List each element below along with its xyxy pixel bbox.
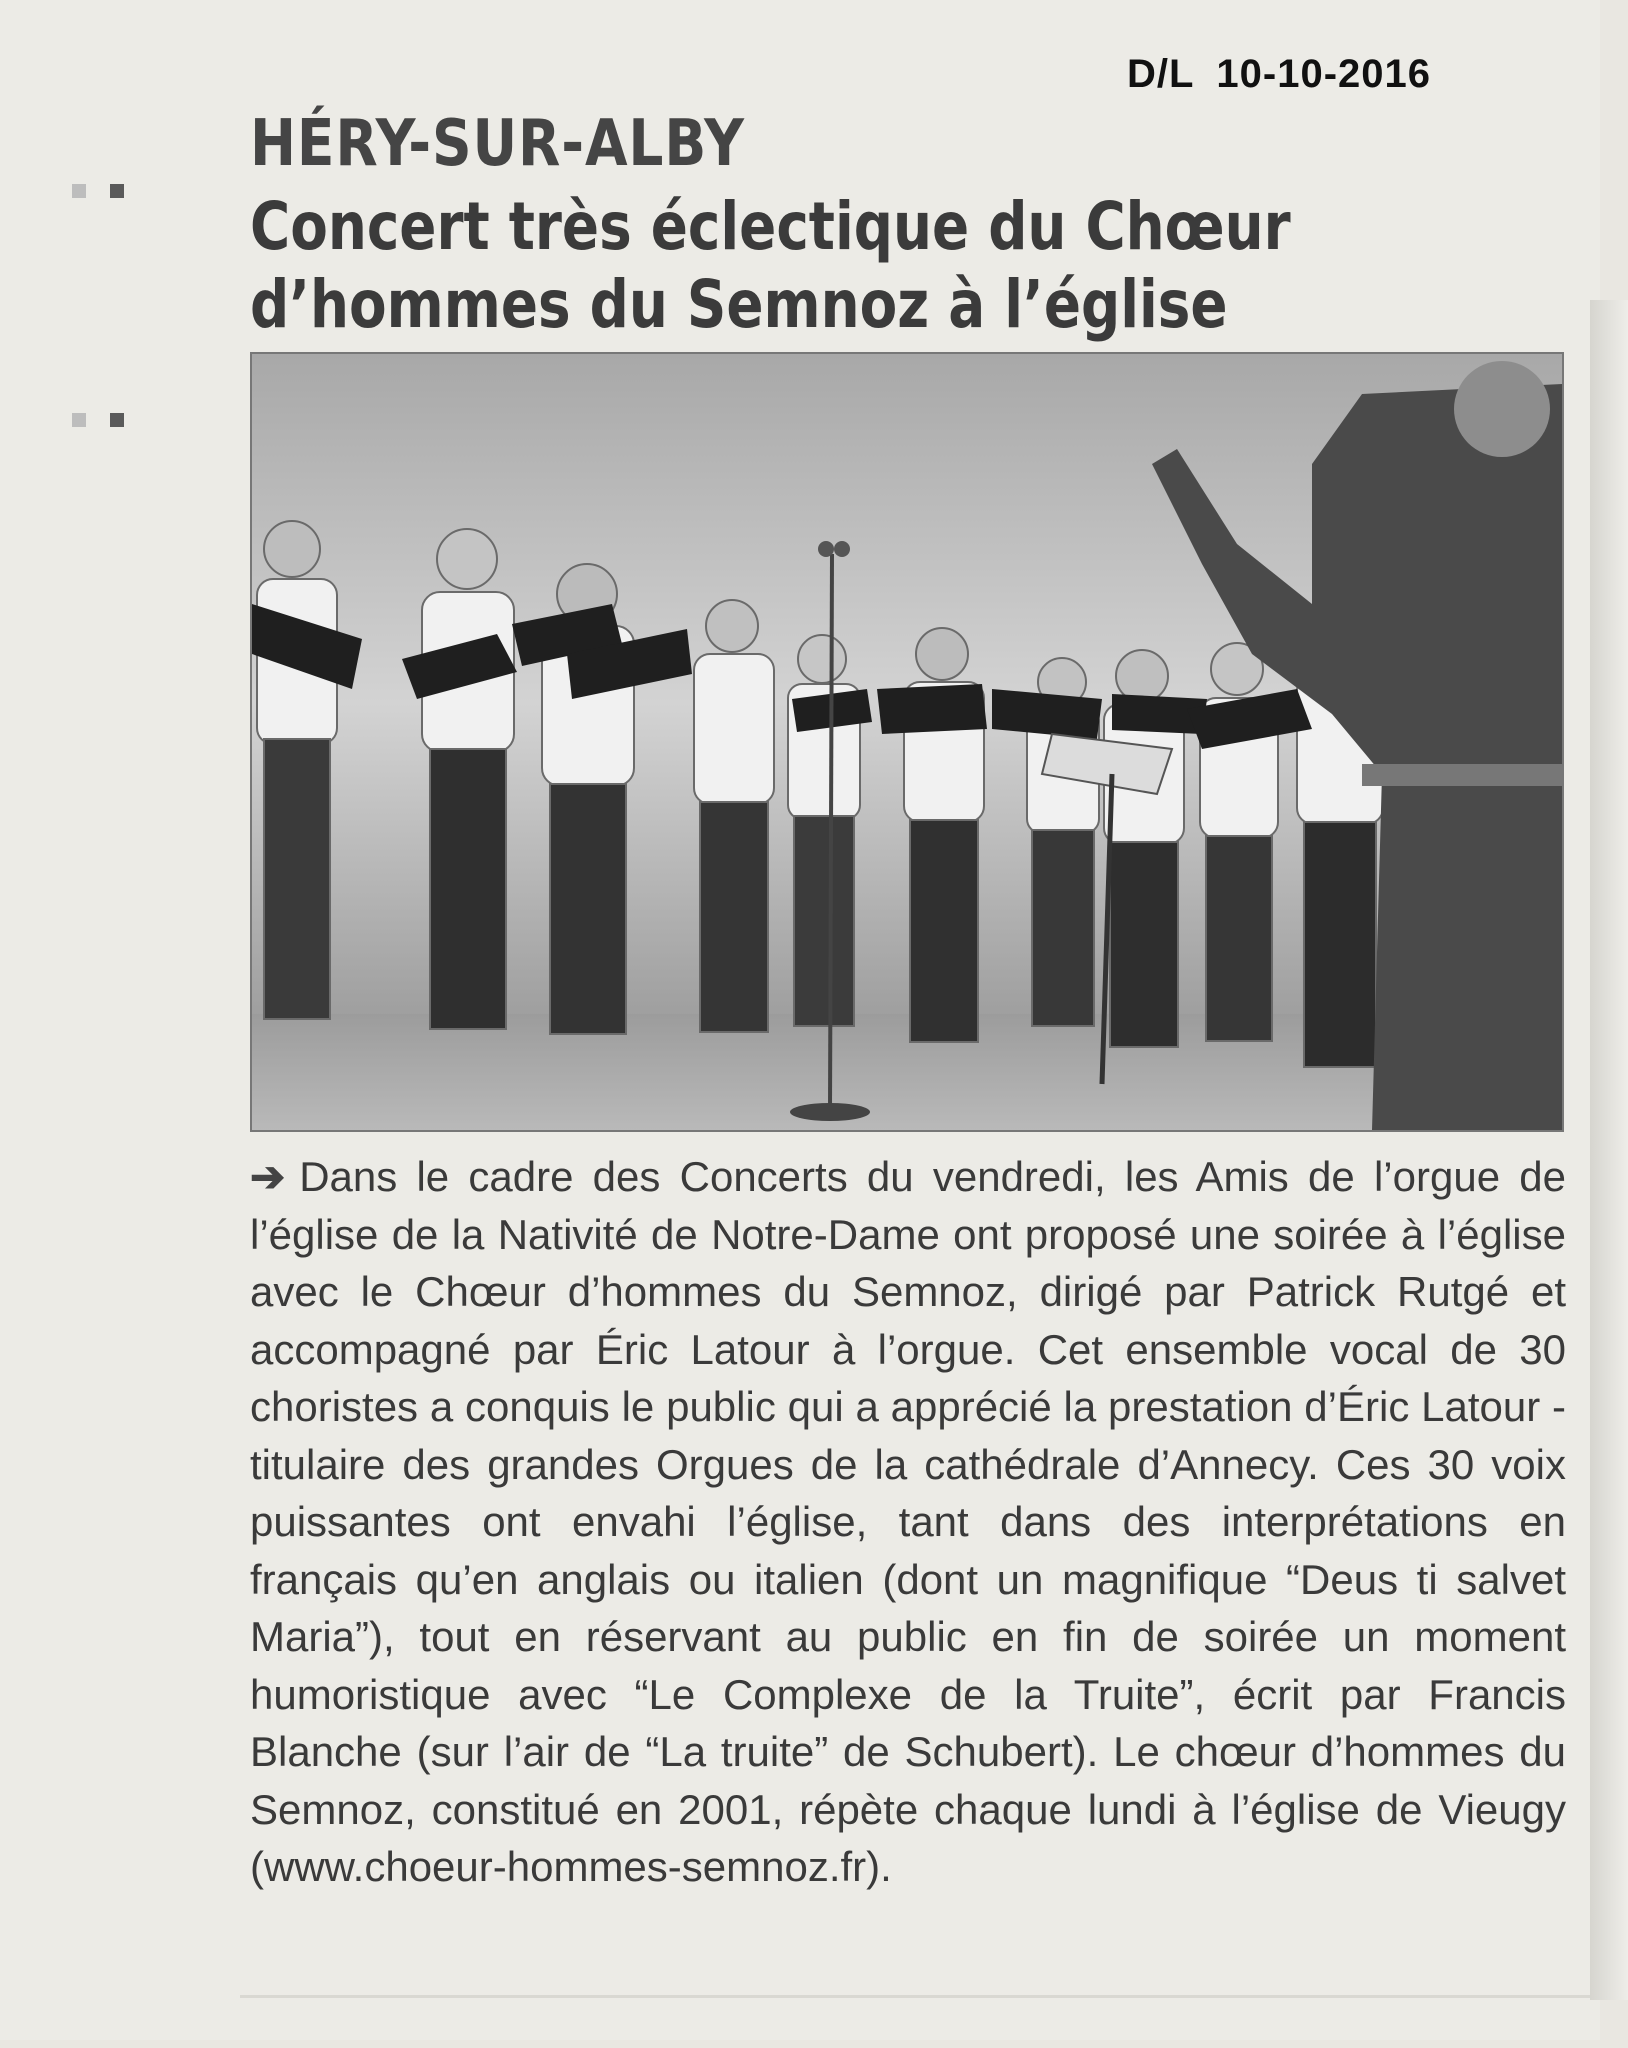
divider bbox=[240, 1995, 1590, 1998]
location-kicker: HÉRY-SUR-ALBY bbox=[250, 107, 745, 181]
source-label: D/L bbox=[1126, 52, 1195, 96]
choir-photo bbox=[250, 352, 1564, 1132]
adjacent-page-edge bbox=[1590, 300, 1628, 2000]
margin-marker bbox=[72, 184, 86, 198]
bleed-through-text bbox=[240, 8, 1340, 42]
arrow-right-icon: ➔ bbox=[250, 1153, 286, 1200]
headline-line: Concert très éclectique du Chœur bbox=[250, 188, 1291, 265]
margin-marker bbox=[72, 413, 86, 427]
date-label: 10-10-2016 bbox=[1216, 52, 1431, 96]
dateline bbox=[1127, 52, 1431, 97]
article-body-text: Dans le cadre des Concerts du vendredi, les Amis de l’orgue de l’église de la Nativité de Notre-Dame ont proposé une soirée à l’église avec le Chœur d’hommes du Semnoz, dirigé par Patrick Rutgé et accompagné par Éric Latour à l’orgue. Cet ensemble vocal de 30 choristes a conquis le public qui a apprécié la prestation d’Éric Latour -titulaire des grandes Orgues de la cathédrale d’Annecy. Ces 30 voix puissantes ont envahi l’église, tant dans des interprétations en français qu’en anglais ou italien (dont un magnifique “Deus ti salvet Maria”), tout en réservant au public en fin de soirée un moment humoristique avec “Le Complexe de la Truite”, écrit par Francis Blanche (sur l’air de “La truite” de Schubert). Le chœur d’hommes du Semnoz, constitué en 2001, répète chaque lundi à l’église de Vieugy (www.choeur-hommes-semnoz.fr). bbox=[250, 1153, 1566, 1890]
margin-marker bbox=[110, 413, 124, 427]
article-body bbox=[250, 1148, 1566, 1896]
article-headline bbox=[250, 188, 1291, 344]
margin-marker bbox=[110, 184, 124, 198]
headline-line: d’hommes du Semnoz à l’église bbox=[250, 266, 1228, 343]
